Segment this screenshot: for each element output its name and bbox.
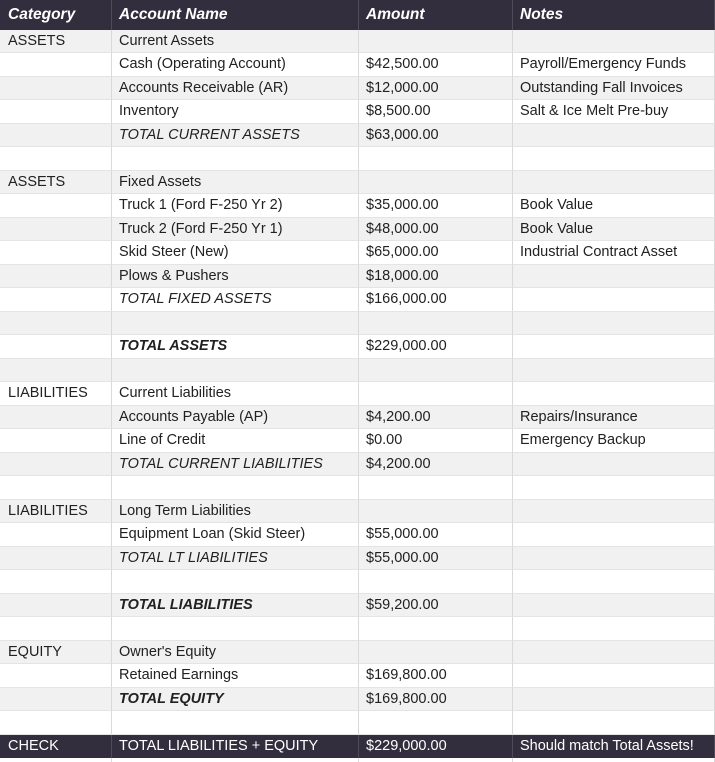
table-row [0, 359, 715, 383]
column-header-account[interactable]: Account Name [112, 0, 359, 30]
table-row [0, 570, 715, 594]
amount-cell[interactable] [359, 476, 513, 500]
amount-cell[interactable]: $65,000.00 [359, 241, 513, 265]
account-cell[interactable] [112, 758, 359, 762]
account-cell[interactable]: TOTAL CURRENT LIABILITIES [112, 453, 359, 477]
table-row [0, 30, 715, 54]
category-cell[interactable] [0, 406, 112, 430]
category-cell[interactable] [0, 147, 112, 171]
amount-cell[interactable] [359, 359, 513, 383]
category-cell[interactable] [0, 194, 112, 218]
notes-cell[interactable] [513, 147, 715, 171]
table-row [0, 147, 715, 171]
category-cell[interactable] [0, 335, 112, 359]
category-cell[interactable] [0, 453, 112, 477]
notes-cell[interactable] [513, 664, 715, 688]
category-cell[interactable] [0, 288, 112, 312]
notes-cell[interactable]: Salt & Ice Melt Pre-buy [513, 100, 715, 124]
table-row [0, 382, 715, 406]
table-row [0, 265, 715, 289]
table-row [0, 194, 715, 218]
amount-cell[interactable]: $4,200.00 [359, 453, 513, 477]
notes-cell[interactable] [513, 523, 715, 547]
amount-cell[interactable]: $35,000.00 [359, 194, 513, 218]
notes-cell[interactable] [513, 453, 715, 477]
category-cell[interactable] [0, 476, 112, 500]
category-cell[interactable] [0, 547, 112, 571]
table-row [0, 758, 715, 762]
notes-cell[interactable] [513, 171, 715, 195]
account-cell[interactable]: Owner's Equity [112, 641, 359, 665]
notes-cell[interactable]: Emergency Backup [513, 429, 715, 453]
table-row [0, 77, 715, 101]
account-cell[interactable] [112, 359, 359, 383]
notes-cell[interactable]: Payroll/Emergency Funds [513, 53, 715, 77]
notes-cell[interactable] [513, 594, 715, 618]
amount-cell[interactable]: $48,000.00 [359, 218, 513, 242]
amount-cell[interactable]: $42,500.00 [359, 53, 513, 77]
account-cell[interactable]: Line of Credit [112, 429, 359, 453]
category-cell[interactable] [0, 265, 112, 289]
category-cell[interactable] [0, 664, 112, 688]
account-cell[interactable]: Cash (Operating Account) [112, 53, 359, 77]
amount-cell[interactable]: $169,800.00 [359, 664, 513, 688]
table-row [0, 476, 715, 500]
account-cell[interactable]: TOTAL EQUITY [112, 688, 359, 712]
table-row [0, 288, 715, 312]
account-cell[interactable]: Fixed Assets [112, 171, 359, 195]
table-row [0, 100, 715, 124]
category-cell[interactable] [0, 711, 112, 735]
amount-cell[interactable] [359, 312, 513, 336]
table-row [0, 241, 715, 265]
notes-cell[interactable]: Repairs/Insurance [513, 406, 715, 430]
amount-cell[interactable]: $63,000.00 [359, 124, 513, 148]
account-cell[interactable] [112, 476, 359, 500]
account-cell[interactable]: Current Assets [112, 30, 359, 54]
table-row [0, 688, 715, 712]
category-cell[interactable]: LIABILITIES [0, 500, 112, 524]
column-header-category[interactable]: Category [0, 0, 112, 30]
category-cell[interactable] [0, 617, 112, 641]
table-body [0, 30, 715, 762]
amount-cell[interactable] [359, 617, 513, 641]
amount-cell[interactable]: $8,500.00 [359, 100, 513, 124]
account-cell[interactable]: TOTAL LIABILITIES [112, 594, 359, 618]
notes-cell[interactable] [513, 570, 715, 594]
account-cell[interactable] [112, 312, 359, 336]
column-header-notes[interactable]: Notes [513, 0, 715, 30]
amount-cell[interactable]: $169,800.00 [359, 688, 513, 712]
table-row [0, 171, 715, 195]
category-cell[interactable] [0, 688, 112, 712]
category-cell[interactable]: LIABILITIES [0, 382, 112, 406]
account-cell[interactable]: Current Liabilities [112, 382, 359, 406]
amount-cell[interactable]: $229,000.00 [359, 335, 513, 359]
account-cell[interactable]: TOTAL ASSETS [112, 335, 359, 359]
notes-cell[interactable] [513, 500, 715, 524]
notes-cell[interactable] [513, 758, 715, 762]
account-cell[interactable]: TOTAL FIXED ASSETS [112, 288, 359, 312]
notes-cell[interactable] [513, 265, 715, 289]
account-cell[interactable]: Accounts Receivable (AR) [112, 77, 359, 101]
amount-cell[interactable]: $4,200.00 [359, 406, 513, 430]
account-cell[interactable]: Equipment Loan (Skid Steer) [112, 523, 359, 547]
notes-cell[interactable] [513, 617, 715, 641]
table-row [0, 124, 715, 148]
amount-cell[interactable]: $55,000.00 [359, 523, 513, 547]
account-cell[interactable] [112, 711, 359, 735]
category-cell[interactable] [0, 312, 112, 336]
amount-cell[interactable] [359, 641, 513, 665]
table-row [0, 335, 715, 359]
account-cell[interactable] [112, 147, 359, 171]
amount-cell[interactable]: $166,000.00 [359, 288, 513, 312]
table-row [0, 406, 715, 430]
notes-cell[interactable] [513, 288, 715, 312]
table-row [0, 312, 715, 336]
notes-cell[interactable] [513, 359, 715, 383]
notes-cell[interactable]: Should match Total Assets! [513, 735, 715, 759]
amount-cell[interactable] [359, 758, 513, 762]
account-cell[interactable]: Plows & Pushers [112, 265, 359, 289]
category-cell[interactable] [0, 100, 112, 124]
table-row [0, 547, 715, 571]
category-cell[interactable] [0, 359, 112, 383]
amount-cell[interactable] [359, 30, 513, 54]
amount-cell[interactable]: $12,000.00 [359, 77, 513, 101]
amount-cell[interactable] [359, 382, 513, 406]
table-row [0, 453, 715, 477]
notes-cell[interactable] [513, 382, 715, 406]
notes-cell[interactable] [513, 30, 715, 54]
table-row [0, 523, 715, 547]
notes-cell[interactable] [513, 711, 715, 735]
notes-cell[interactable]: Outstanding Fall Invoices [513, 77, 715, 101]
notes-cell[interactable] [513, 312, 715, 336]
category-cell[interactable] [0, 124, 112, 148]
account-cell[interactable]: Accounts Payable (AP) [112, 406, 359, 430]
account-cell[interactable]: TOTAL CURRENT ASSETS [112, 124, 359, 148]
notes-cell[interactable] [513, 688, 715, 712]
amount-cell[interactable]: $55,000.00 [359, 547, 513, 571]
category-cell[interactable] [0, 570, 112, 594]
amount-cell[interactable]: $229,000.00 [359, 735, 513, 759]
amount-cell[interactable] [359, 171, 513, 195]
account-cell[interactable]: Truck 2 (Ford F-250 Yr 1) [112, 218, 359, 242]
table-row [0, 53, 715, 77]
table-row [0, 735, 715, 759]
amount-cell[interactable]: $59,200.00 [359, 594, 513, 618]
column-header-amount[interactable]: Amount [359, 0, 513, 30]
amount-cell[interactable]: $18,000.00 [359, 265, 513, 289]
table-row [0, 218, 715, 242]
category-cell[interactable] [0, 523, 112, 547]
notes-cell[interactable] [513, 476, 715, 500]
category-cell[interactable]: CHECK [0, 735, 112, 759]
category-cell[interactable] [0, 77, 112, 101]
notes-cell[interactable]: Book Value [513, 194, 715, 218]
account-cell[interactable]: Skid Steer (New) [112, 241, 359, 265]
account-cell[interactable]: TOTAL LIABILITIES + EQUITY [112, 735, 359, 759]
table-row [0, 594, 715, 618]
category-cell[interactable]: EQUITY [0, 641, 112, 665]
notes-cell[interactable] [513, 641, 715, 665]
account-cell[interactable]: Truck 1 (Ford F-250 Yr 2) [112, 194, 359, 218]
table-row [0, 429, 715, 453]
amount-cell[interactable] [359, 147, 513, 171]
notes-cell[interactable] [513, 335, 715, 359]
notes-cell[interactable]: Industrial Contract Asset [513, 241, 715, 265]
category-cell[interactable] [0, 429, 112, 453]
account-cell[interactable]: TOTAL LT LIABILITIES [112, 547, 359, 571]
account-cell[interactable] [112, 570, 359, 594]
notes-cell[interactable]: Book Value [513, 218, 715, 242]
account-cell[interactable]: Retained Earnings [112, 664, 359, 688]
table-row [0, 641, 715, 665]
amount-cell[interactable] [359, 570, 513, 594]
category-cell[interactable] [0, 241, 112, 265]
amount-cell[interactable] [359, 711, 513, 735]
table-row [0, 711, 715, 735]
header-row [0, 0, 715, 30]
category-cell[interactable] [0, 758, 112, 762]
notes-cell[interactable] [513, 124, 715, 148]
account-cell[interactable]: Inventory [112, 100, 359, 124]
category-cell[interactable]: ASSETS [0, 30, 112, 54]
category-cell[interactable] [0, 53, 112, 77]
notes-cell[interactable] [513, 547, 715, 571]
amount-cell[interactable]: $0.00 [359, 429, 513, 453]
category-cell[interactable]: ASSETS [0, 171, 112, 195]
table-row [0, 617, 715, 641]
account-cell[interactable]: Long Term Liabilities [112, 500, 359, 524]
amount-cell[interactable] [359, 500, 513, 524]
table-row [0, 664, 715, 688]
category-cell[interactable] [0, 218, 112, 242]
account-cell[interactable] [112, 617, 359, 641]
table-row [0, 500, 715, 524]
category-cell[interactable] [0, 594, 112, 618]
